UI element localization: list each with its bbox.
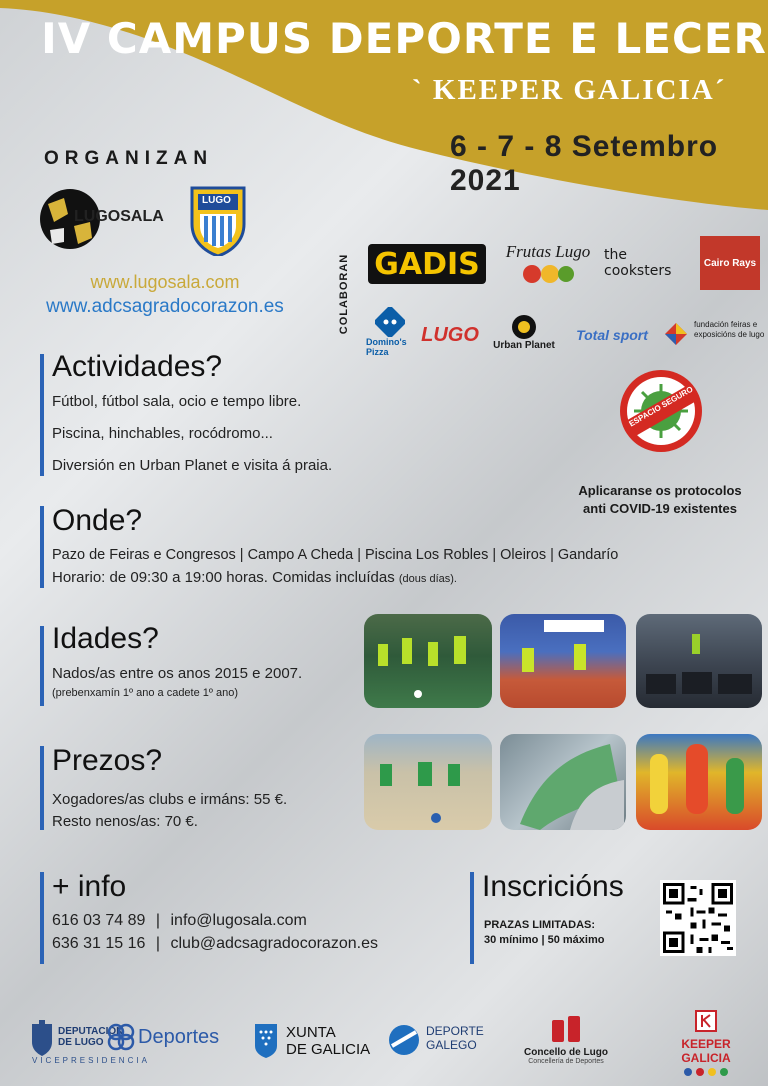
total-sport-logo: Total sport bbox=[576, 327, 648, 343]
domino-icon bbox=[375, 307, 405, 337]
photo-climbing-wall bbox=[500, 734, 626, 830]
deporte-galego-icon bbox=[388, 1024, 420, 1056]
concello-lugo-logo: Concello de Lugo Concellería de Deportes bbox=[516, 1014, 616, 1070]
email-2-link[interactable]: club@adcsagradocorazon.es bbox=[170, 935, 378, 952]
registration-qr-code[interactable] bbox=[660, 880, 736, 956]
deportes-rings-icon bbox=[106, 1022, 136, 1052]
colaboran-label: COLABORAN bbox=[338, 253, 350, 335]
email-1-link[interactable]: info@lugosala.com bbox=[170, 912, 307, 929]
fundacion-feiras-logo: fundación feiras e exposicións de lugo bbox=[664, 318, 768, 352]
where-accent-bar bbox=[40, 506, 44, 588]
prices-line: Resto nenos/as: 70 €. bbox=[52, 813, 198, 830]
activities-line: Piscina, hinchables, rocódromo... bbox=[52, 425, 273, 442]
where-places: Pazo de Feiras e Congresos | Campo A Cheda | Piscina Los Robles | Oleiros | Gandarío bbox=[52, 547, 619, 563]
photo-kids-futsal-court bbox=[500, 614, 626, 708]
info-row: 636 31 15 16 | club@adcsagradocorazon.es bbox=[52, 935, 378, 952]
activities-line: Diversión en Urban Planet e visita á praia. bbox=[52, 457, 333, 474]
urban-planet-logo: Urban Planet bbox=[484, 308, 564, 356]
organizan-label: ORGANIZAN bbox=[44, 148, 214, 169]
deputacion-lugo-logo: DEPUTACIÓN DE LUGO Deportes VICEPRESIDENCIA bbox=[30, 1020, 220, 1066]
info-accent-bar bbox=[40, 872, 44, 964]
event-dates: 6 - 7 - 8 Setembro 2021 bbox=[450, 130, 719, 197]
phone-1[interactable]: 616 03 74 89 bbox=[52, 912, 146, 929]
keeper-galicia-logo: KEEPER GALICIA bbox=[664, 1010, 748, 1076]
ages-note: (prebenxamín 1º ano a cadete 1º ano) bbox=[52, 687, 238, 699]
activities-heading: Actividades? bbox=[52, 350, 223, 383]
photo-kids-football-field bbox=[364, 614, 492, 708]
registration-limits: PRAZAS LIMITADAS: 30 mínimo | 50 máximo bbox=[484, 919, 605, 947]
coat-of-arms-icon bbox=[30, 1020, 54, 1056]
roco-lugo-logo: LUGO bbox=[421, 323, 479, 346]
where-heading: Onde? bbox=[52, 504, 143, 537]
ages-heading: Idades? bbox=[52, 622, 159, 655]
xunta-galicia-logo: XUNTA DE GALICIA bbox=[254, 1022, 384, 1062]
phone-2[interactable]: 636 31 15 16 bbox=[52, 935, 146, 952]
covid-protocol-note: Aplicaranse os protocolos anti COVID-19 existentes bbox=[578, 483, 742, 516]
info-row: 616 03 74 89 | info@lugosala.com bbox=[52, 912, 307, 929]
ages-line: Nados/as entre os anos 2015 e 2007. bbox=[52, 665, 303, 682]
prices-accent-bar bbox=[40, 746, 44, 830]
activities-line: Fútbol, fútbol sala, ocio e tempo libre. bbox=[52, 393, 302, 410]
photo-trampoline-park bbox=[636, 614, 762, 708]
campus-title: IV CAMPUS DEPORTE E LECER bbox=[41, 14, 767, 63]
sagrado-crest-text: LUGO bbox=[202, 195, 231, 206]
gadis-logo: GADIS bbox=[368, 244, 486, 284]
concello-towers-icon bbox=[548, 1014, 584, 1042]
activities-accent-bar bbox=[40, 354, 44, 476]
sagrado-corazon-website-link[interactable]: www.adcsagradocorazon.es bbox=[46, 296, 284, 317]
prices-heading: Prezos? bbox=[52, 744, 163, 777]
registration-accent-bar bbox=[470, 872, 474, 964]
lugosala-website-link[interactable]: www.lugosala.com bbox=[90, 272, 240, 292]
cairo-rays-logo: Cairo Rays bbox=[700, 236, 760, 290]
photo-inflatables bbox=[636, 734, 762, 830]
dominos-logo: Domino's Pizza bbox=[366, 304, 414, 360]
prices-line: Xogadores/as clubs e irmáns: 55 €. bbox=[52, 791, 288, 808]
keeper-k-icon bbox=[695, 1010, 717, 1032]
espacio-seguro-badge: ESPACIO SEGURO bbox=[618, 368, 704, 454]
sagrado-corazon-crest bbox=[188, 184, 248, 256]
info-heading: + info bbox=[52, 870, 127, 903]
lugosala-logo-text: LUGOSALA bbox=[74, 208, 164, 225]
frutas-lugo-logo: Frutas Lugo bbox=[500, 236, 596, 290]
lugosala-logo bbox=[30, 186, 170, 252]
keeper-galicia-subtitle: ` KEEPER GALICIA´ bbox=[412, 74, 727, 106]
cooksters-logo: the cooksters bbox=[604, 247, 672, 279]
deporte-galego-logo: DEPORTE GALEGO bbox=[388, 1022, 488, 1062]
registration-heading: Inscricións bbox=[482, 870, 624, 903]
where-hours: Horario: de 09:30 a 19:00 horas. Comidas incluídas (dous días). bbox=[52, 569, 457, 586]
ages-accent-bar bbox=[40, 626, 44, 706]
xunta-shield-icon bbox=[254, 1022, 278, 1058]
photo-beach-football bbox=[364, 734, 492, 830]
